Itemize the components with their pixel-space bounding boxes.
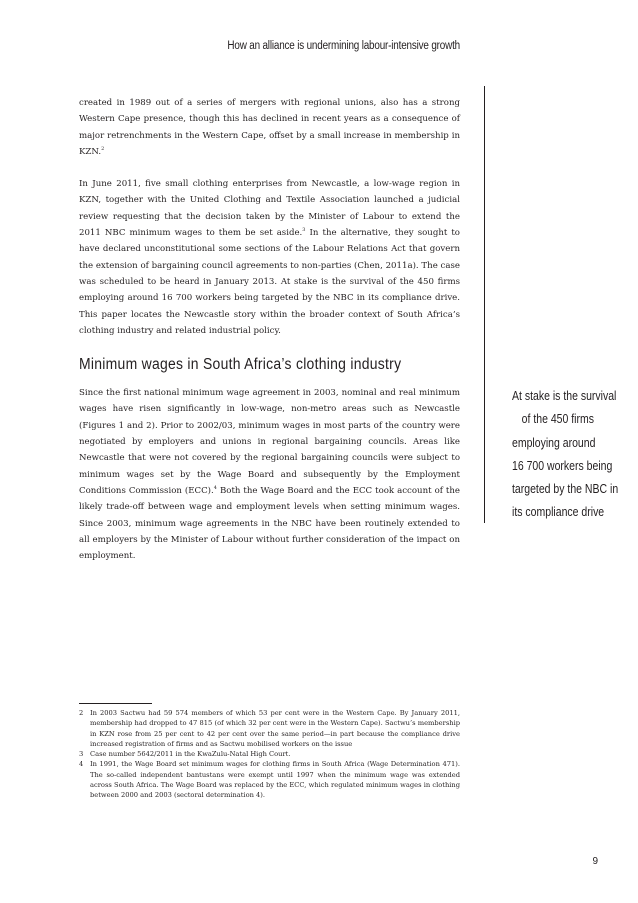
paragraph-2-text-b: In the alternative, they sought to have declared unconstitutional some sections of the Labour Relations Act that govern the extension of bargaining council agreements to non-parties (Chen, 2011a). The case was scheduled to be heard in January 2013. At stake is the survival of the 450 firms employing around 16 700 workers being targeted by the NBC in its compliance drive. This paper locates the Newcastle story within the broader context of South Africa’s clothing industry and related industrial policy.: [79, 228, 460, 336]
footnotes: [79, 708, 460, 801]
footnote-4: [79, 759, 460, 800]
footnote-2: [79, 708, 460, 749]
column-divider: [484, 86, 485, 523]
footnote-ref-4[interactable]: 4: [213, 485, 217, 492]
running-head: How an alliance is undermining labour-intensive growth: [227, 40, 460, 52]
footnote-text: Case number 5642/2011 in the KwaZulu-Natal High Court.: [90, 750, 291, 759]
footnote-3: [79, 749, 460, 759]
page-number: 9: [592, 856, 598, 867]
pull-quote-line: its compliance drive: [512, 504, 605, 520]
footnote-ref-3[interactable]: 3: [302, 227, 306, 234]
footnote-text: In 1991, the Wage Board set minimum wages for clothing firms in South Africa (Wage Determination 471). The so-called independent bantustans were exempt until 1997 when the minimum wage was extended across South Africa. The Wage Board was replaced by the ECC, which regulated minimum wages in clothing between 2000 and 2003 (sectoral determination 4).: [90, 760, 460, 800]
footnote-rule: [79, 703, 152, 704]
main-text-column: [79, 95, 460, 580]
paragraph-3-text-a: Since the first national minimum wage agreement in 2003, nominal and real minimum wages have risen significantly in low-wage, non-metro areas such as Newcastle (Figures 1 and 2). Prior to 2002/03, minimum wages in most parts of the country were negotiated by employers and unions in regional bargaining councils. Areas like Newcastle that were not covered by the regional bargaining councils were subject to minimum wages set by the Wage Board and subsequently by the Employment Conditions Commission (ECC).: [79, 388, 460, 496]
paragraph-3: [79, 385, 460, 564]
paragraph-3-text-b: Both the Wage Board and the ECC took account of the likely trade-off between wage and employment levels when setting minimum wages. Since 2003, minimum wage agreements in the NBC have been routinely extended to all employers by the Minister of Labour without further consideration of the impact on employment.: [79, 485, 460, 562]
paragraph-2: [79, 176, 460, 339]
footnote-number: 3: [79, 750, 84, 759]
footnote-number: 2: [79, 709, 84, 717]
pull-quote-line: employing around: [512, 434, 596, 450]
pull-quote: [494, 384, 619, 524]
pull-quote-line: of the 450 firms: [521, 411, 594, 427]
footnote-ref-2[interactable]: 2: [101, 146, 105, 153]
section-heading: Minimum wages in South Africa’s clothing industry: [79, 356, 402, 374]
footnote-number: 4: [79, 760, 84, 769]
pull-quote-line: 16 700 workers being: [512, 457, 613, 473]
paragraph-1: [79, 95, 460, 160]
pull-quote-line: targeted by the NBC in: [512, 481, 619, 497]
pull-quote-line: At stake is the survival: [512, 388, 617, 403]
paragraph-1-text: created in 1989 out of a series of mergers with regional unions, also has a strong Western Cape presence, though this has declined in recent years as a consequence of major retrenchments in the Western Cape, offset by a small increase in membership in KZN.: [79, 98, 460, 157]
paragraph-2-text-a: In June 2011, five small clothing enterprises from Newcastle, a low-wage region in KZN, together with the United Clothing and Textile Association launched a judicial review requesting that the decision taken by the Minister of Labour to extend the 2011 NBC minimum wages to them be set aside.: [79, 179, 460, 239]
footnote-text: In 2003 Sactwu had 59 574 members of which 53 per cent were in the Western Cape. By January 2011, membership had dropped to 47 815 (of which 32 per cent were in the Western Cape). Sactwu’s membership in KZN rose from 25 per cent to 42 per cent over the same period—in part because the compliance drive increased registration of firms and as Sactwu mobilised workers on the issue: [90, 709, 460, 748]
